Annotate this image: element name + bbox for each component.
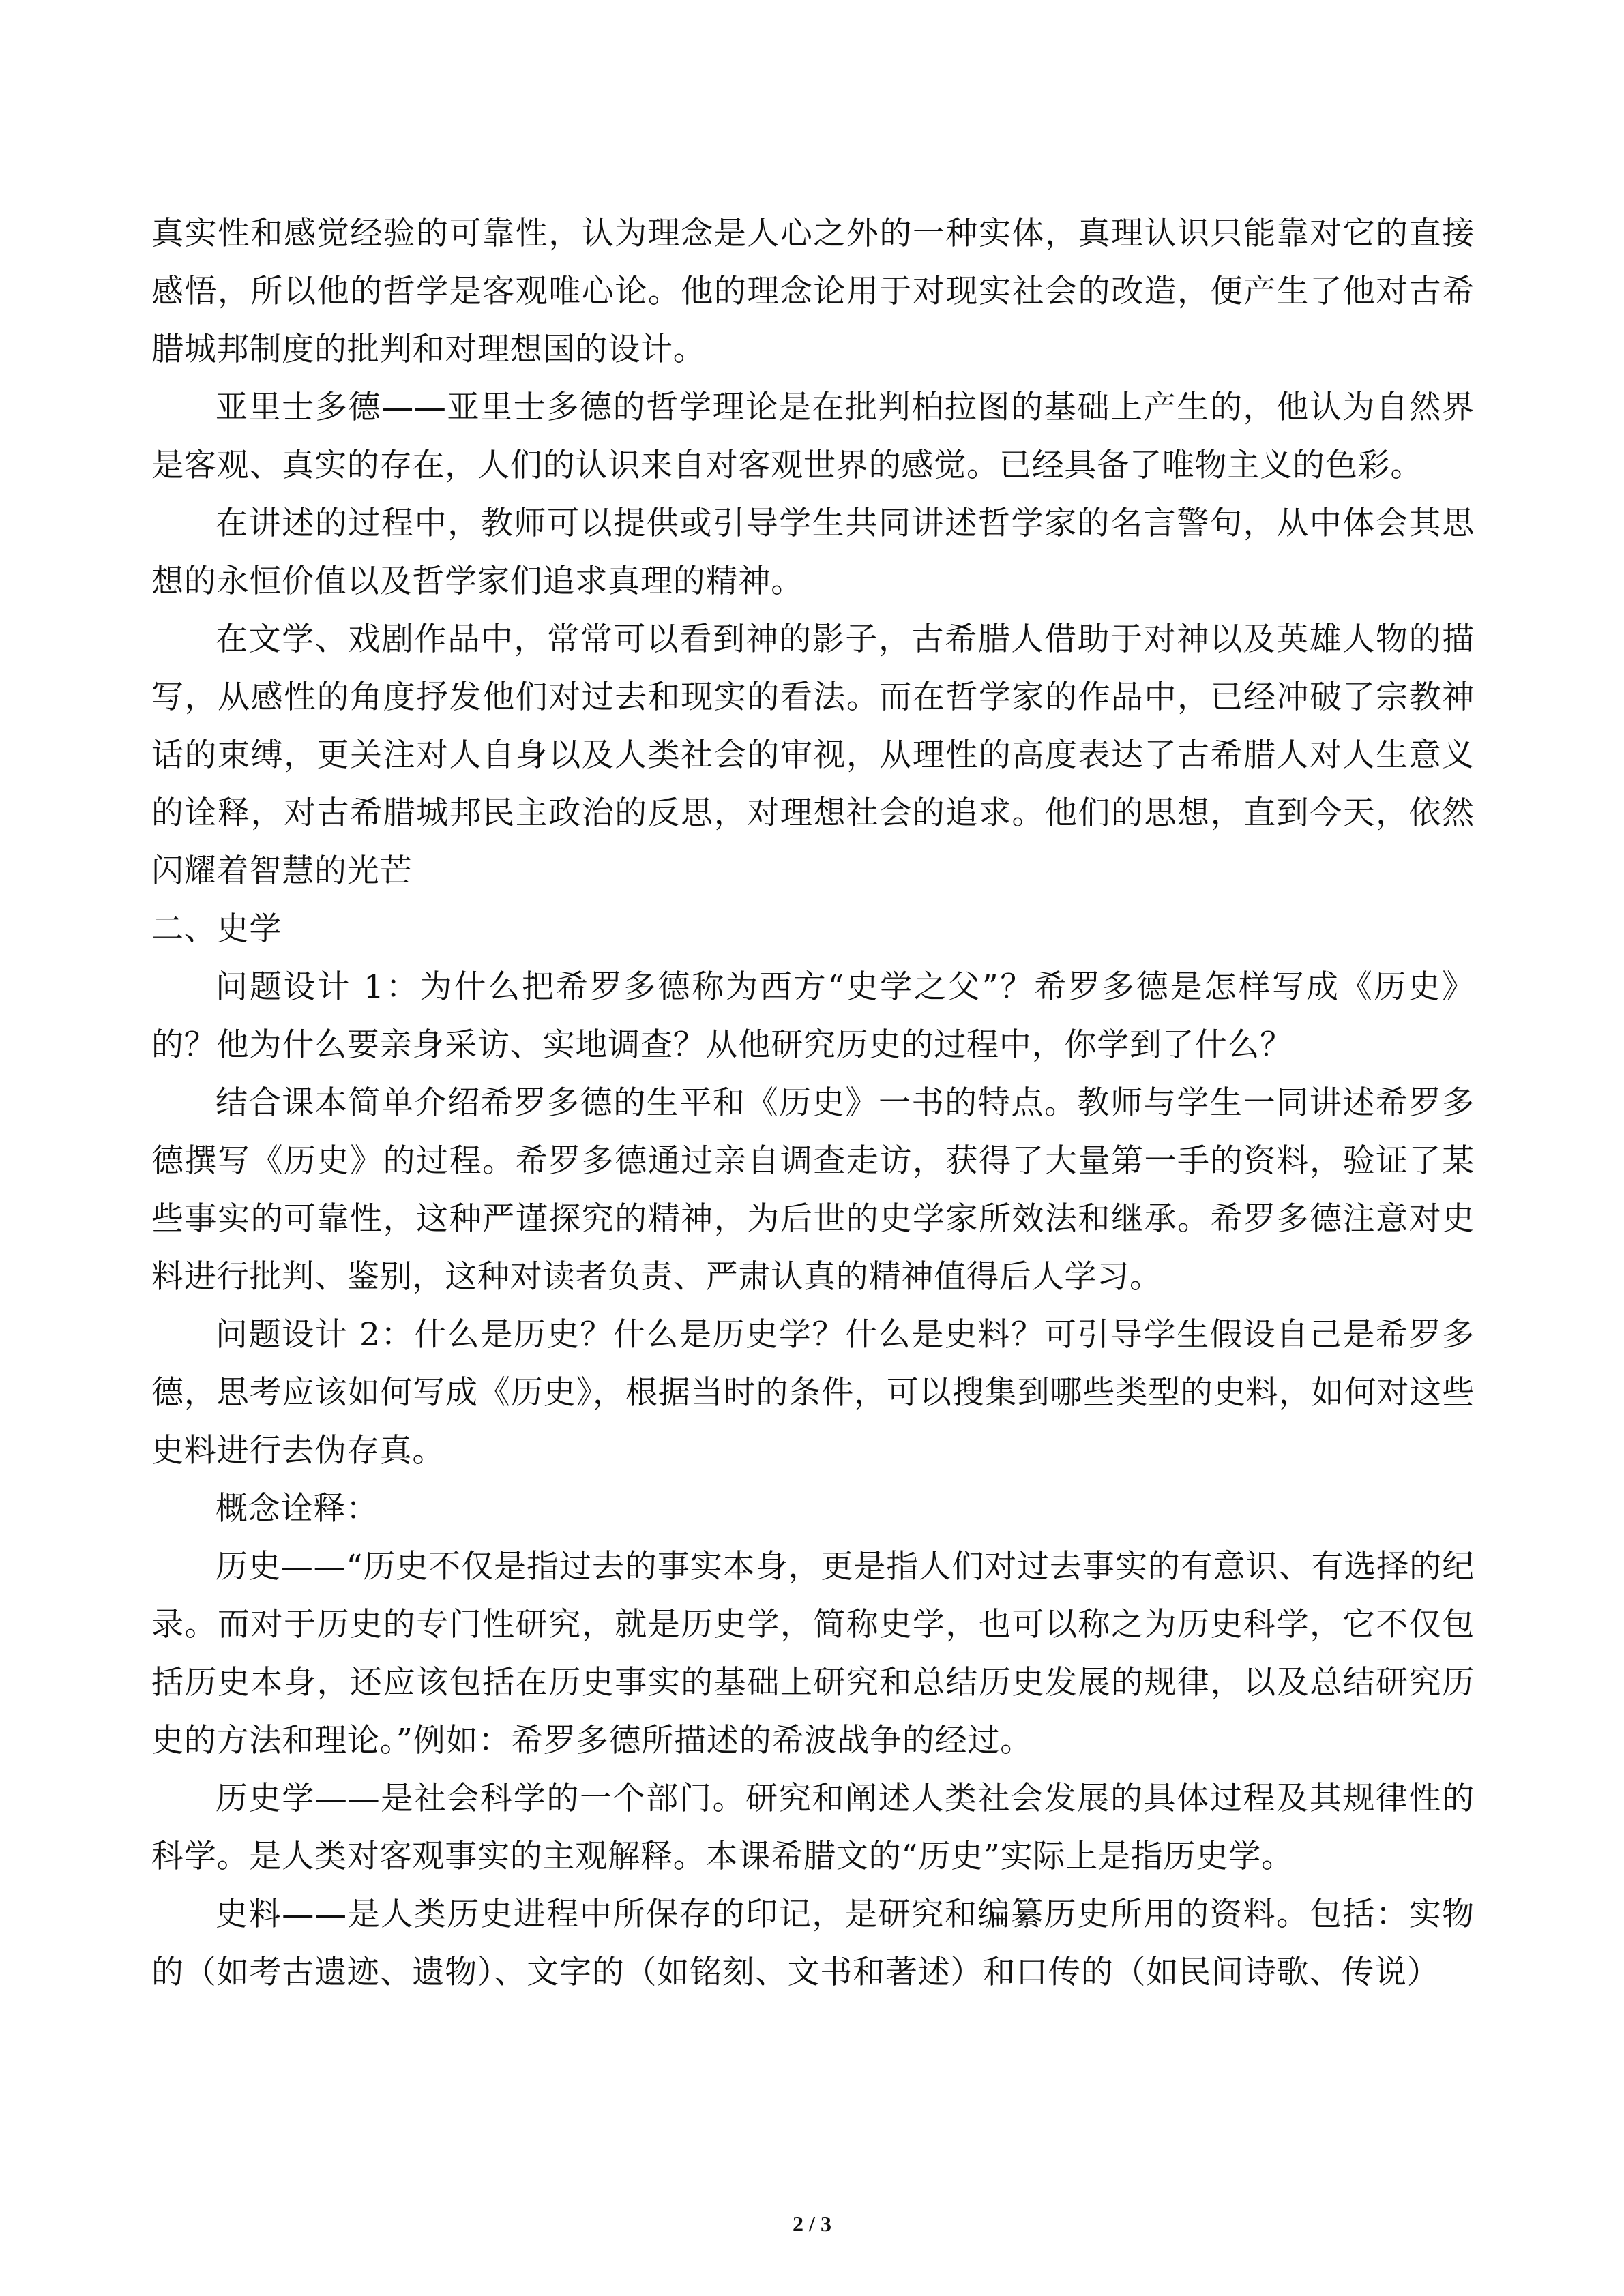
paragraph-question-1: 问题设计 1：为什么把希罗多德称为西方“史学之父”？希罗多德是怎样写成《历史》的？他为什么要亲身采访、实地调查？从他研究历史的过程中，你学到了什么？ <box>151 968 1475 1064</box>
paragraph-question-2: 问题设计 2：什么是历史？什么是历史学？什么是史料？可引导学生假设自己是希罗多德，思考应该如何写成《历史》，根据当时的条件，可以搜集到哪些类型的史料，如何对这些史料进行去伪存真。 <box>151 1316 1475 1470</box>
paragraph-teaching-note: 在讲述的过程中，教师可以提供或引导学生共同讲述哲学家的名言警句，从中体会其思想的永恒价值以及哲学家们追求真理的精神。 <box>151 505 1475 600</box>
paragraph-definition-history: 历史——“历史不仅是指过去的事实本身，更是指人们对过去事实的有意识、有选择的纪录。而对于历史的专门性研究，就是历史学，简称史学，也可以称之为历史科学，它不仅包括历史本身，还应该包括在历史事实的基础上研究和总结历史发展的规律，以及总结研究历史的方法和理论。”例如：希罗多德所描述的希波战争的经过。 <box>151 1548 1475 1759</box>
page-number: 2 / 3 <box>793 2211 831 2236</box>
paragraph-herodotus-intro: 结合课本简单介绍希罗多德的生平和《历史》一书的特点。教师与学生一同讲述希罗多德撰写《历史》的过程。希罗多德通过亲自调查走访，获得了大量第一手的资料，验证了某些事实的可靠性，这种严谨探究的精神，为后世的史学家所效法和继承。希罗多德注意对史料进行批判、鉴别，这种对读者负责、严肃认真的精神值得后人学习。 <box>151 1084 1475 1296</box>
section-heading-historiography: 二、史学 <box>151 910 282 948</box>
paragraph-concepts-label: 概念诠释： <box>216 1490 379 1527</box>
document-body <box>151 205 1475 2001</box>
paragraph-plato-continued: 真实性和感觉经验的可靠性，认为理念是人心之外的一种实体，真理认识只能靠对它的直接感悟，所以他的哲学是客观唯心论。他的理念论用于对现实社会的改造，便产生了他对古希腊城邦制度的批判和对理想国的设计。 <box>151 215 1475 368</box>
paragraph-literature-philosophy: 在文学、戏剧作品中，常常可以看到神的影子，古希腊人借助于对神以及英雄人物的描写，从感性的角度抒发他们对过去和现实的看法。而在哲学家的作品中，已经冲破了宗教神话的束缚，更关注对人自身以及人类社会的审视，从理性的高度表达了古希腊人对人生意义的诠释，对古希腊城邦民主政治的反思，对理想社会的追求。他们的思想，直到今天，依然闪耀着智慧的光芒 <box>151 621 1475 890</box>
paragraph-definition-historiography: 历史学——是社会科学的一个部门。研究和阐述人类社会发展的具体过程及其规律性的科学。是人类对客观事实的主观解释。本课希腊文的“历史”实际上是指历史学。 <box>151 1780 1475 1875</box>
paragraph-aristotle: 亚里士多德——亚里士多德的哲学理论是在批判柏拉图的基础上产生的，他认为自然界是客观、真实的存在，人们的认识来自对客观世界的感觉。已经具备了唯物主义的色彩。 <box>151 389 1475 484</box>
paragraph-definition-sources: 史料——是人类历史进程中所保存的印记，是研究和编纂历史所用的资料。包括：实物的（如考古遗迹、遗物）、文字的（如铭刻、文书和著述）和口传的（如民间诗歌、传说） <box>151 1896 1475 1991</box>
